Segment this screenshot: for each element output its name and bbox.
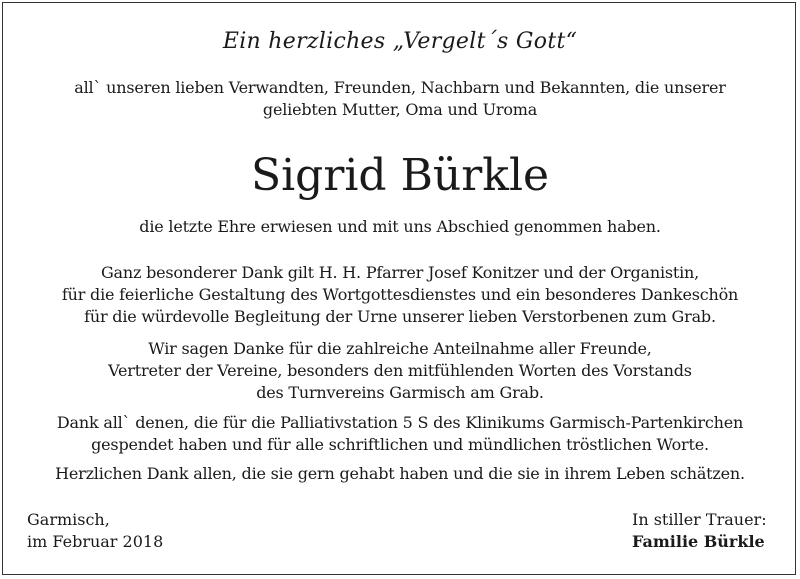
paragraph2-line-1: Wir sagen Danke für die zahlreiche Anteilnahme aller Freunde, [148, 339, 652, 358]
deceased-name: Sigrid Bürkle [250, 150, 550, 201]
family-name: Familie Bürkle [632, 532, 765, 551]
paragraph1-line-2: für die feierliche Gestaltung des Wortgottesdienstes und ein besonderes Dankeschön [61, 285, 739, 304]
paragraph4: Herzlichen Dank allen, die sie gern gehabt haben und die sie in ihrem Leben schätzen. [55, 464, 745, 483]
headline: Ein herzliches „Vergelt´s Gott“ [222, 29, 578, 54]
place: Garmisch, [27, 510, 110, 529]
signature-label: In stiller Trauer: [632, 510, 767, 529]
signature [632, 509, 767, 553]
date: im Februar 2018 [27, 532, 164, 551]
paragraph1-line-3: für die würdevolle Begleitung der Urne unserer lieben Verstorbenen zum Grab. [84, 307, 716, 326]
intro-line-1: all` unseren lieben Verwandten, Freunden, Nachbarn und Bekannten, die unserer [74, 78, 726, 97]
paragraph3-line-1: Dank all` denen, die für die Palliativstation 5 S des Klinikums Garmisch-Partenkirchen [56, 413, 744, 432]
after-name-text: die letzte Ehre erwiesen und mit uns Abschied genommen haben. [139, 217, 661, 236]
paragraph3-line-2: gespendet haben und für alle schriftlichen und mündlichen tröstlichen Worte. [91, 435, 709, 454]
place-date [27, 509, 163, 553]
paragraph2-line-3: des Turnvereins Garmisch am Grab. [256, 383, 544, 402]
paragraph2-line-2: Vertreter der Vereine, besonders den mitfühlenden Worten des Vorstands [108, 361, 692, 380]
paragraph1-line-1: Ganz besonderer Dank gilt H. H. Pfarrer Josef Konitzer und der Organistin, [100, 263, 700, 282]
intro-line-2: geliebten Mutter, Oma und Uroma [262, 100, 538, 119]
